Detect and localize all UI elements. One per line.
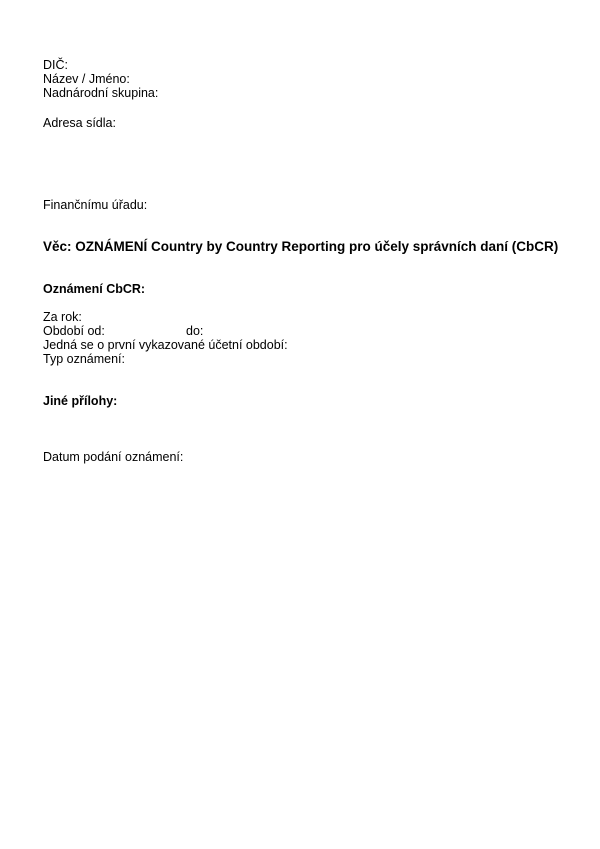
submission-date-label: Datum podání oznámení: xyxy=(43,450,184,464)
subject-heading: Věc: OZNÁMENÍ Country by Country Reporting pro účely správních daní (CbCR) xyxy=(43,239,559,254)
attachments-section-title: Jiné přílohy: xyxy=(43,394,118,408)
name-label: Název / Jméno: xyxy=(43,72,130,86)
group-label: Nadnárodní skupina: xyxy=(43,86,159,100)
period-row xyxy=(43,324,343,338)
notice-section-title: Oznámení CbCR: xyxy=(43,282,146,296)
notice-type-label: Typ oznámení: xyxy=(43,352,125,366)
tax-office-label: Finančnímu úřadu: xyxy=(43,198,148,212)
dic-label: DIČ: xyxy=(43,58,68,72)
year-label: Za rok: xyxy=(43,310,82,324)
period-from-label: Období od: xyxy=(43,324,105,338)
period-to-label: do: xyxy=(186,324,204,338)
address-label: Adresa sídla: xyxy=(43,116,116,130)
first-period-label: Jedná se o první vykazované účetní období: xyxy=(43,338,288,352)
